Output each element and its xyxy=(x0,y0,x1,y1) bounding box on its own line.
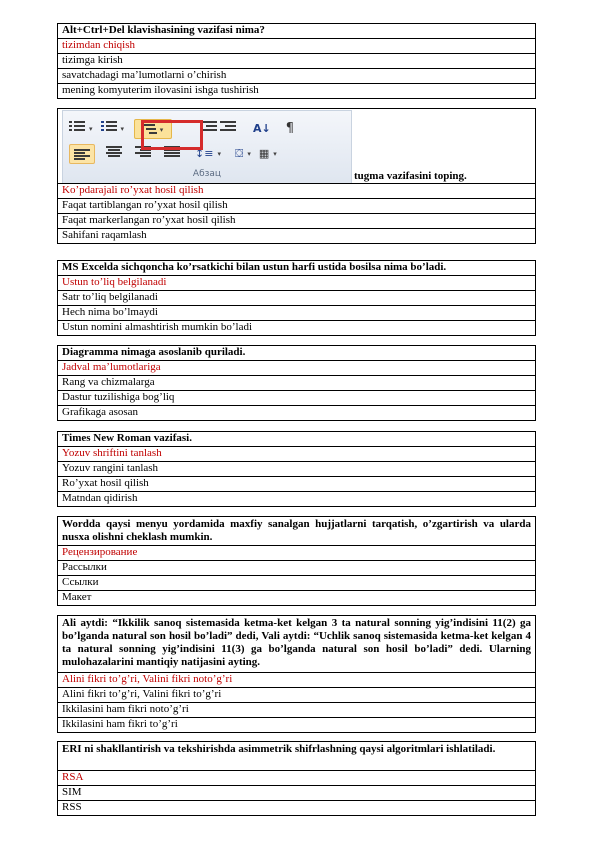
answer: Dastur tuzilishiga bog’liq xyxy=(58,391,536,406)
answer: Yozuv rangini tanlash xyxy=(58,462,536,477)
answer: savatchadagi ma’lumotlarni o’chirish xyxy=(58,69,536,84)
answer-correct: Yozuv shriftini tanlash xyxy=(58,447,536,462)
answer-correct: tizimdan chiqish xyxy=(58,39,536,54)
answer: Макет xyxy=(58,591,536,606)
pilcrow-icon: ¶ xyxy=(285,121,295,136)
borders-icon: ▦ xyxy=(258,147,270,160)
ribbon-paragraph-group xyxy=(62,110,352,184)
bullets-icon xyxy=(69,120,85,138)
answer-correct: Jadval ma’lumotlariga xyxy=(58,361,536,376)
answer: mening komyuterim ilovasini ishga tushirish xyxy=(58,84,536,99)
answer: Rang va chizmalarga xyxy=(58,376,536,391)
question-table-4 xyxy=(57,345,536,421)
answer: Grafikaga asosan xyxy=(58,406,536,421)
answer-correct: Рецензирование xyxy=(58,546,536,561)
line-spacing-icon: ↕≡ xyxy=(195,147,214,160)
highlight-box xyxy=(141,120,203,150)
answer: Faqat markerlangan ro’yxat hosil qilish xyxy=(58,214,536,229)
answer: tizimga kirish xyxy=(58,54,536,69)
numbering-icon xyxy=(101,120,117,138)
decrease-indent-icon xyxy=(201,120,217,138)
answer-correct: Ko’pdarajali ro’yxat hosil qilish xyxy=(58,184,536,199)
answer: Ustun nomini almashtirish mumkin bo’ladi xyxy=(58,321,536,336)
answer-correct: Ustun to’liq belgilanadi xyxy=(58,276,536,291)
answer: Matndan qidirish xyxy=(58,492,536,507)
question-text: Diagramma nimaga asoslanib quriladi. xyxy=(58,346,536,361)
question-text: Wordda qaysi menyu yordamida maxfiy sanalgan hujjatlarni tarqatish, o’zgartirish va ularda nusxa olishni cheklash mumkin. xyxy=(58,517,536,546)
chevron-down-icon: ▾ xyxy=(217,149,221,158)
answer-correct: Alini fikri to’g’ri, Valini fikri noto’g’ri xyxy=(58,673,536,688)
question-table-6 xyxy=(57,516,536,606)
align-center-icon xyxy=(106,145,122,163)
question-text: tugma vazifasini toping. xyxy=(354,170,467,182)
question-image-cell xyxy=(58,109,536,184)
answer: Рассылки xyxy=(58,561,536,576)
question-text: MS Excelda sichqoncha ko’rsatkichi bilan ustun harfi ustida bosilsa nima bo’ladi. xyxy=(58,261,536,276)
answer: Sahifani raqamlash xyxy=(58,229,536,244)
question-table-8 xyxy=(57,741,536,816)
answer: Hech nima bo’lmaydi xyxy=(58,306,536,321)
answer: Ro’yxat hosil qilish xyxy=(58,477,536,492)
question-text: ERI ni shakllantirish va tekshirishda asimmetrik shifrlashning qaysi algoritmlari ishlatiladi. xyxy=(58,742,536,771)
question-table-7 xyxy=(57,615,536,733)
question-table-1 xyxy=(57,23,536,99)
answer: Ссылки xyxy=(58,576,536,591)
answer: RSS xyxy=(58,801,536,816)
ribbon-group-label: Абзац xyxy=(192,169,222,179)
answer: Satr to’liq belgilanadi xyxy=(58,291,536,306)
question-table-3 xyxy=(57,260,536,336)
question-text: Ali aytdi: “Ikkilik sanoq sistemasida ketma-ket kelgan 3 ta natural sonning yig’indisini 11(2) ga bo’lganda natural son hosil bo’ladi” dedi, Vali aytdi: “Uchlik sanoq sistemasida ketma-ket kelgan 4 ta natural sonning yig’indisini 11(3) ga bo’lganda natural son hosil bo’ladi” dedi. Ularning mulohazalarini mantiqiy natijasini ayting. xyxy=(58,616,536,673)
chevron-down-icon: ▾ xyxy=(273,149,277,158)
chevron-down-icon: ▾ xyxy=(89,124,93,133)
answer: Alini fikri to’g’ri, Valini fikri to’g’ri xyxy=(58,688,536,703)
align-left-icon xyxy=(69,144,95,164)
answer-correct: RSA xyxy=(58,771,536,786)
chevron-down-icon: ▾ xyxy=(120,124,125,133)
answer: Faqat tartiblangan ro’yxat hosil qilish xyxy=(58,199,536,214)
answer: SIM xyxy=(58,786,536,801)
question-text: Alt+Ctrl+Del klavishasining vazifasi nima? xyxy=(58,24,536,39)
question-text: Times New Roman vazifasi. xyxy=(58,432,536,447)
shading-icon: ⛋ xyxy=(234,147,244,160)
multilevel-list-icon: ▾ xyxy=(134,119,172,139)
increase-indent-icon xyxy=(220,120,236,138)
chevron-down-icon: ▾ xyxy=(247,149,251,158)
answer: Ikkilasini ham fikri noto’g’ri xyxy=(58,703,536,718)
answer: Ikkilasini ham fikri to’g’ri xyxy=(58,718,536,733)
question-table-2 xyxy=(57,108,536,244)
question-table-5 xyxy=(57,431,536,507)
sort-icon: A↓ xyxy=(253,122,271,135)
